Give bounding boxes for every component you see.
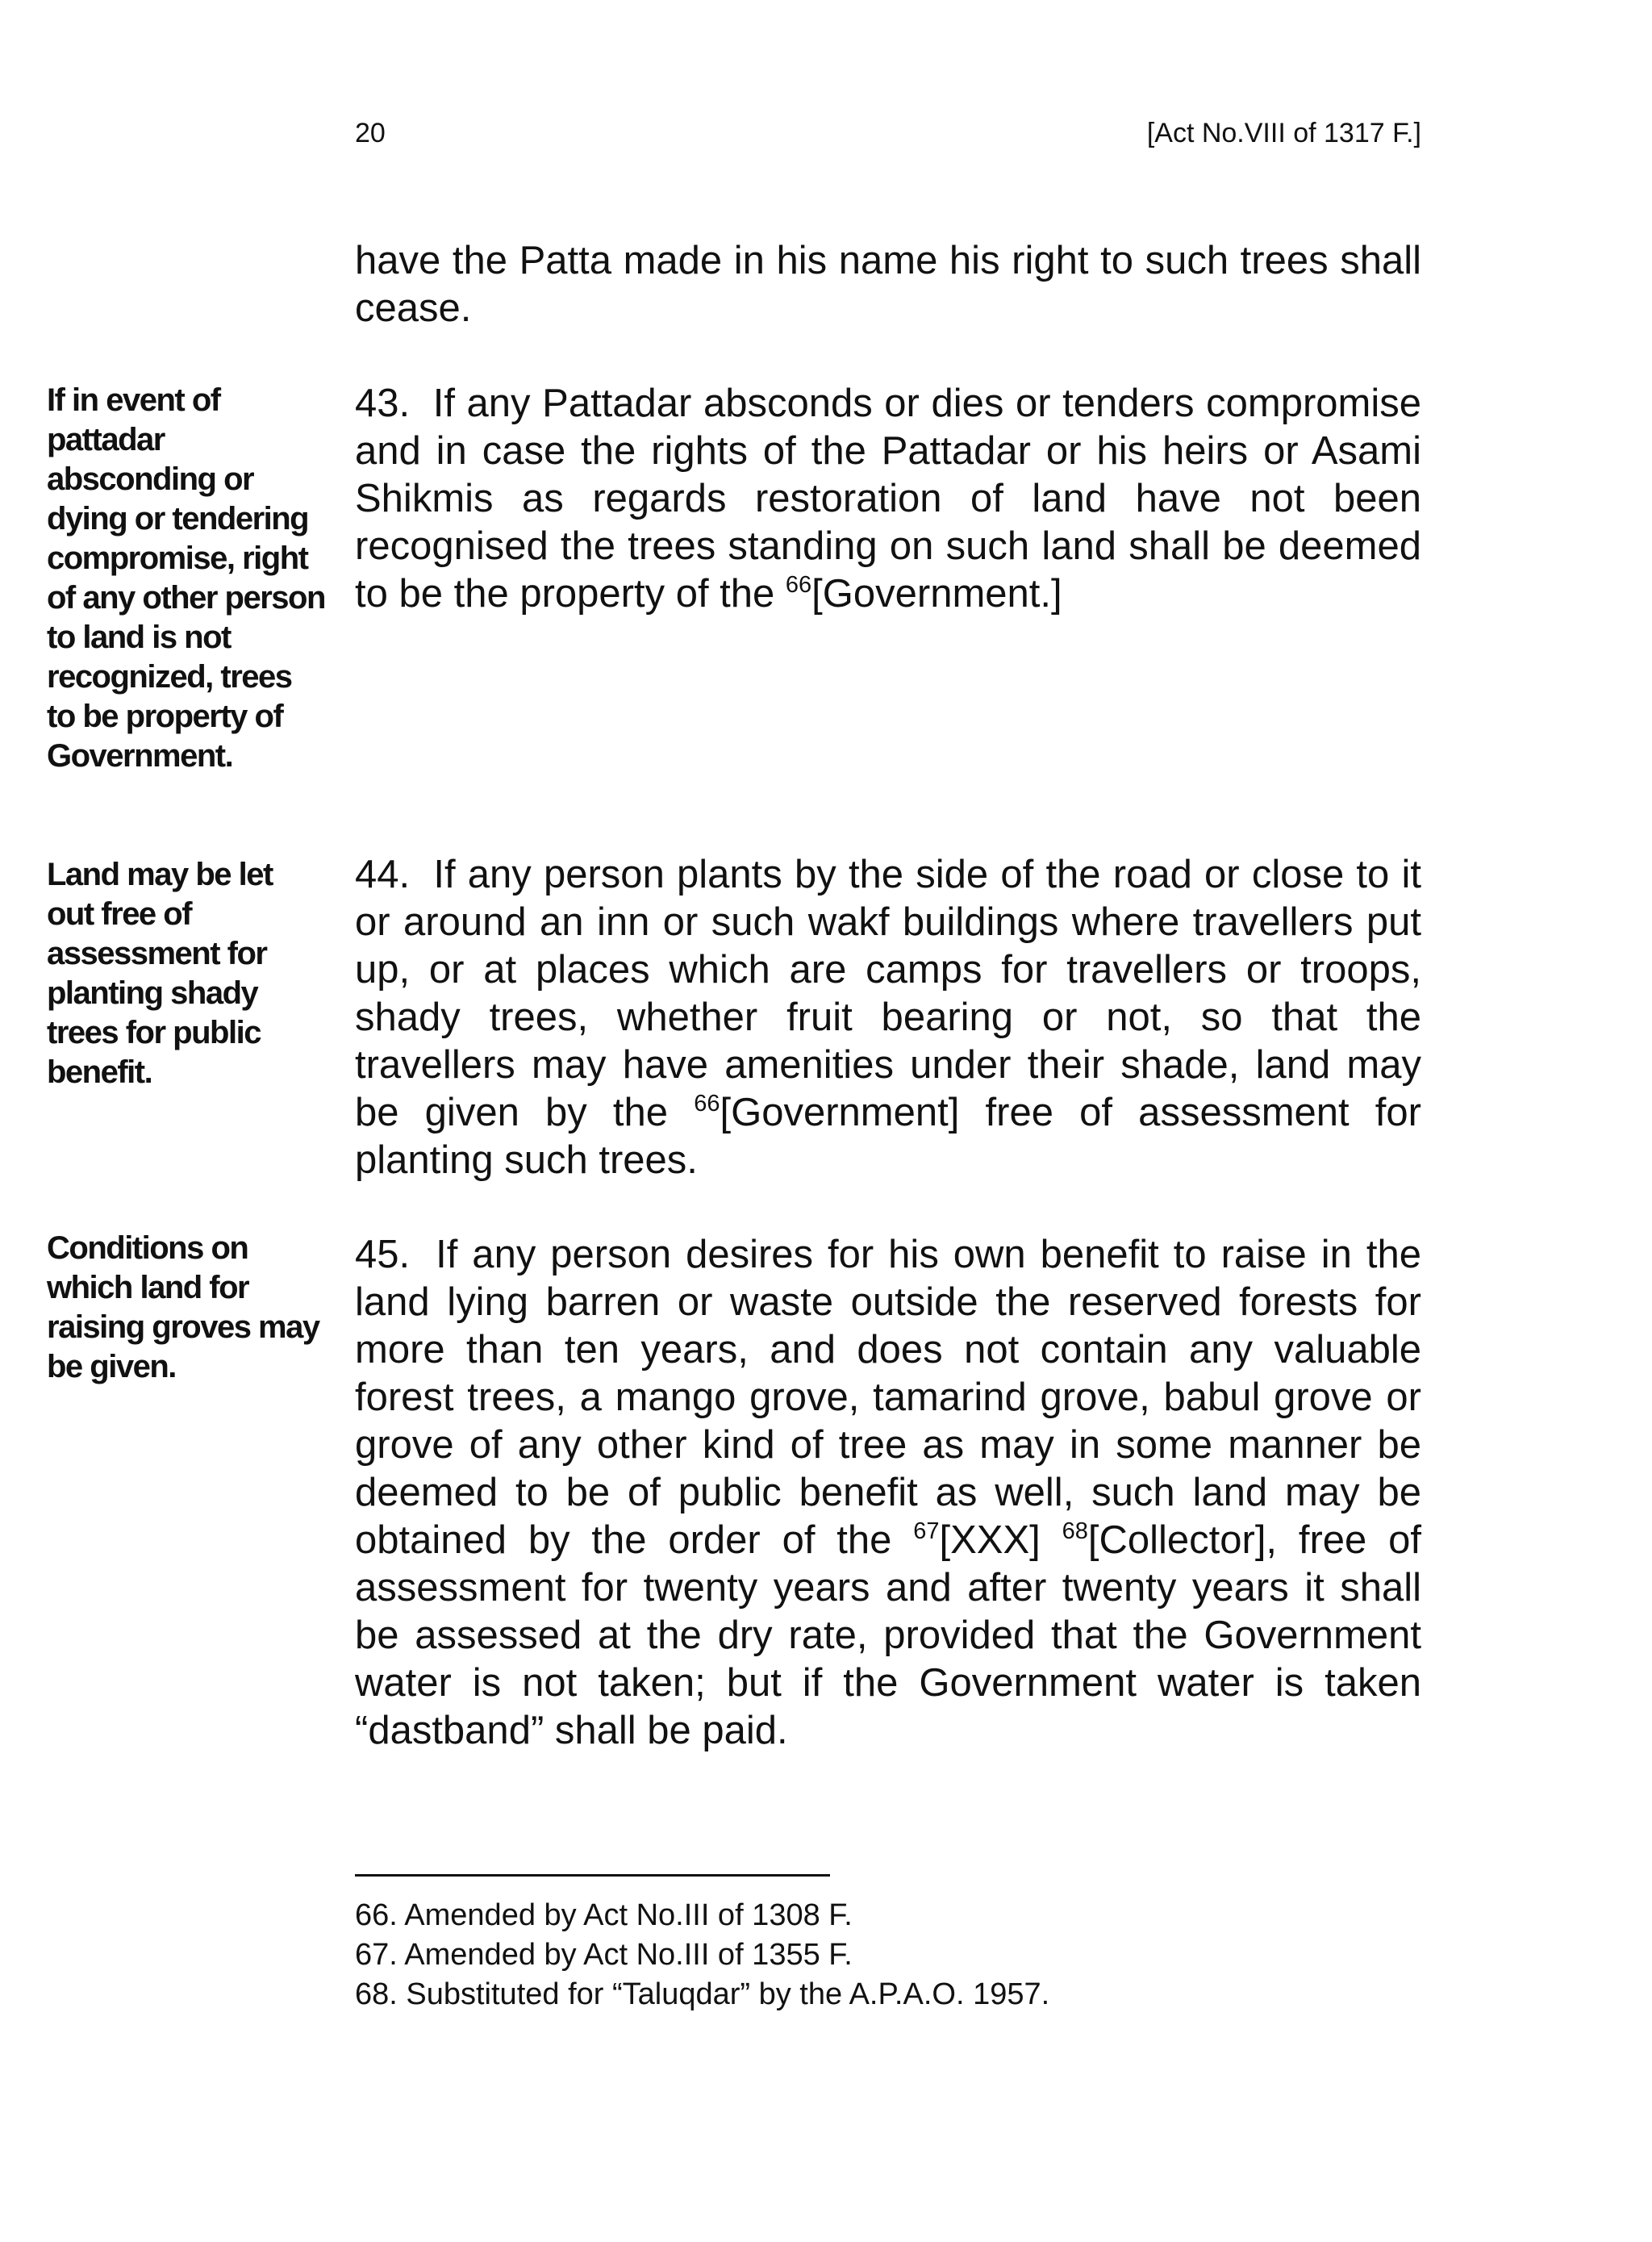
section-43 — [355, 380, 1421, 618]
section-number: 43. — [355, 382, 411, 425]
page-number: 20 — [355, 118, 386, 148]
footnote-ref[interactable]: 67 — [913, 1518, 940, 1544]
section-number: 45. — [355, 1233, 411, 1276]
section-text-continued: [Collector], free of assessment for twenty years and after twenty years it shall be assessed at the dry rate, provided that the Government water is not taken; but if the Government water is taken “dastband” shall be paid. — [355, 1518, 1421, 1752]
continuation-paragraph: have the Patta made in his name his right to such trees shall cease. — [355, 239, 1421, 330]
footnotes — [355, 1896, 1421, 2014]
section-number: 44. — [355, 853, 411, 896]
act-reference: [Act No.VIII of 1317 F.] — [1146, 118, 1421, 148]
footnote-66: 66. Amended by Act No.III of 1308 F. — [355, 1898, 853, 1932]
section-44 — [355, 851, 1421, 1184]
section-45 — [355, 1231, 1421, 1755]
footnote-68: 68. Substituted for “Taluqdar” by the A.P.A.O. 1957. — [355, 1977, 1050, 2011]
footnote-ref[interactable]: 66 — [785, 572, 812, 598]
amended-text: [Government.] — [811, 572, 1062, 616]
footnote-67: 67. Amended by Act No.III of 1355 F. — [355, 1938, 853, 1972]
side-note-45: Conditions on which land for raising groves may be given. — [47, 1230, 319, 1384]
side-note-43: If in event of pattadar absconding or dying or tendering compromise, right of any other person to land is not recognized, trees to be property of Government. — [47, 382, 325, 774]
footnote-ref[interactable]: 66 — [694, 1091, 720, 1117]
amended-text: [Government] free of assessment for planting such trees. — [355, 1091, 1421, 1182]
amended-text: [XXX] — [939, 1518, 1062, 1562]
footnote-ref[interactable]: 68 — [1062, 1518, 1088, 1544]
side-note-44: Land may be let out free of assessment for planting shady trees for public benefit. — [47, 857, 273, 1090]
section-text: If any Pattadar absconds or dies or tenders compromise and in case the rights of the Pattadar or his heirs or Asami Shikmis as regards restoration of land have not been recognised the trees standing on such land shall be deemed to be the property of the — [355, 382, 1421, 616]
footnote-divider — [355, 1874, 830, 1877]
section-text: If any person desires for his own benefit to raise in the land lying barren or waste outside the reserved forests for more than ten years, and does not contain any valuable forest trees, a mango grove, tamarind grove, babul grove or grove of any other kind of tree as may in some manner be deemed to be of public benefit as well, such land may be obtained by the order of the — [355, 1233, 1421, 1562]
section-text: If any person plants by the side of the road or close to it or around an inn or such wakf buildings where travellers put up, or at places which are camps for travellers or troops, shady trees, whether fruit bearing or not, so that the travellers may have amenities under their shade, land may be given by the — [355, 853, 1421, 1134]
page-header — [355, 113, 1421, 153]
